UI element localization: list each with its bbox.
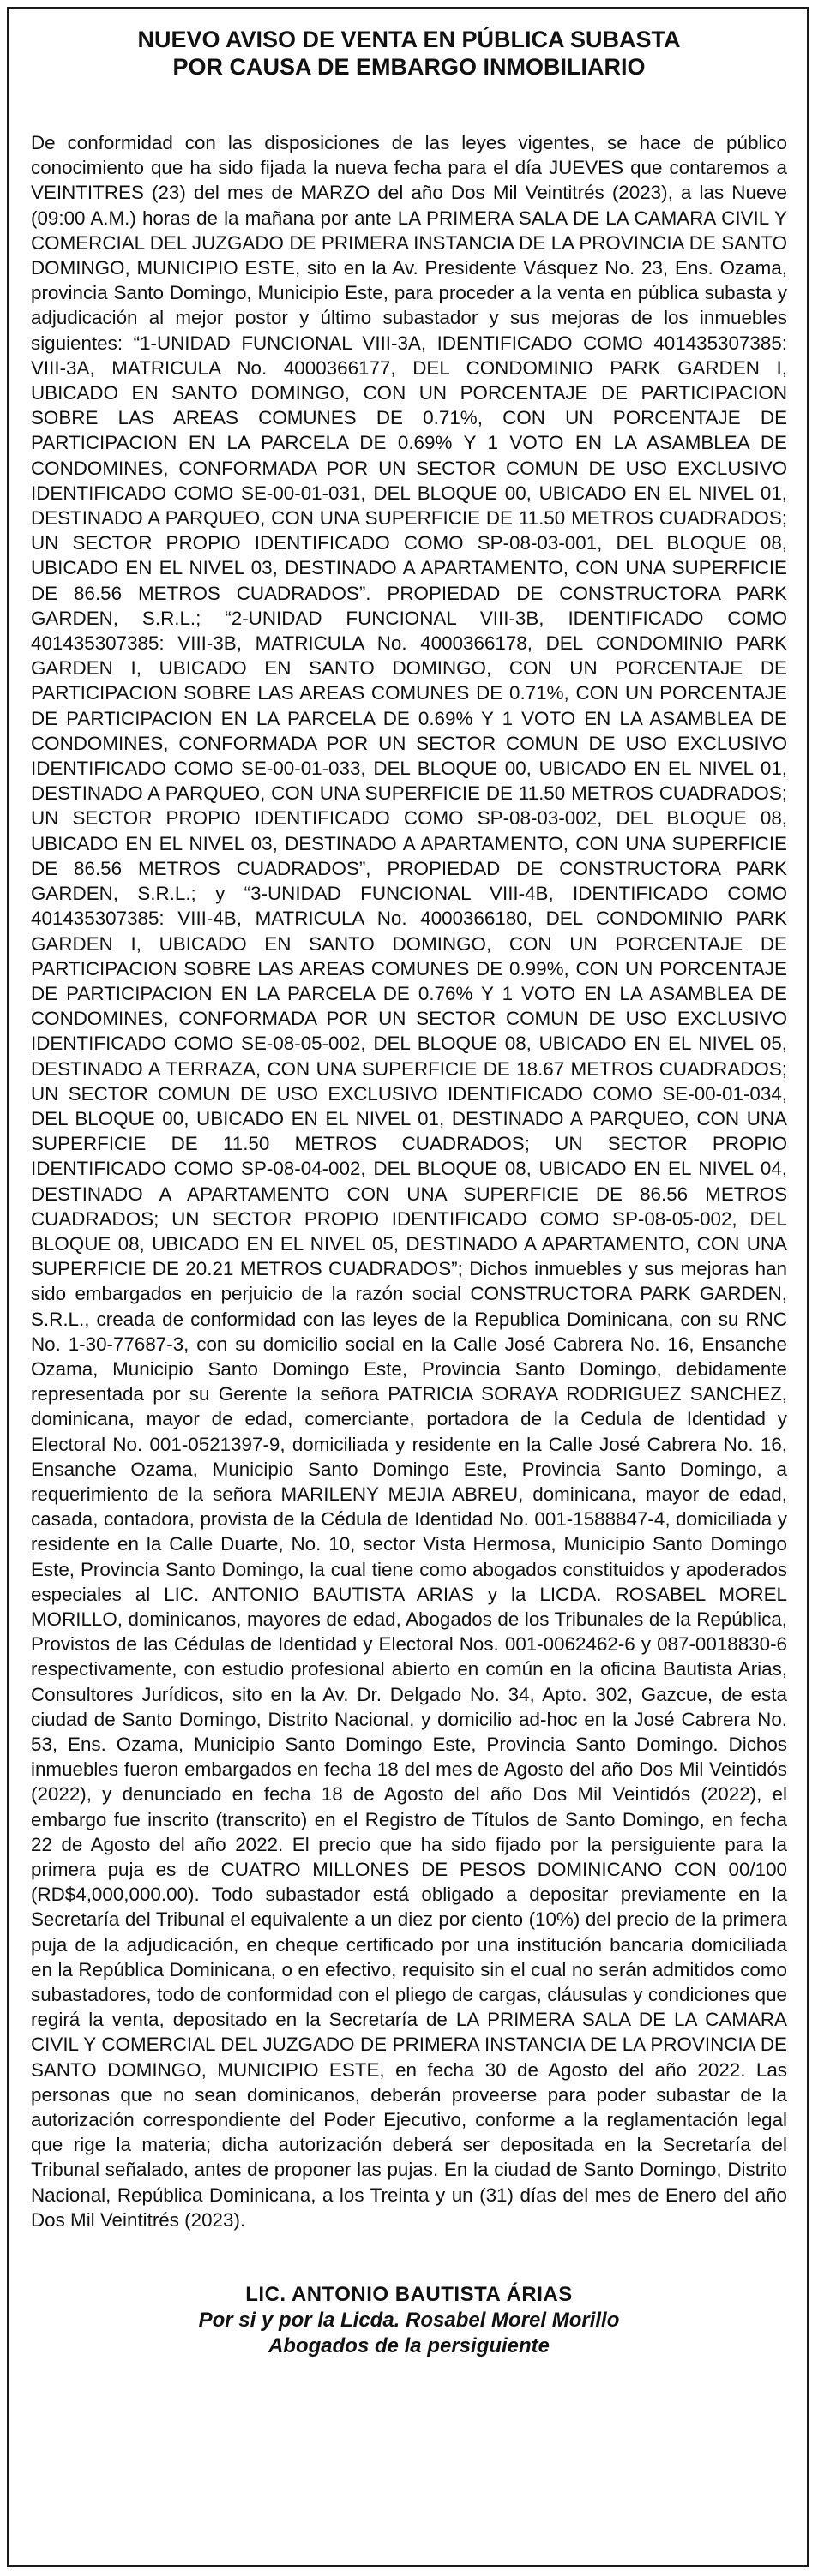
notice-body: De conformidad con las disposiciones de las leyes vigentes, se hace de público conocimiento que ha sido fijada la nueva fecha para el día JUEVES que contaremos a VEINTITRES (23) del mes de MARZO del año Dos Mil Veintitrés (2023), a las Nueve (09:00 A.M.) horas de la mañana por ante LA PRIMERA SALA DE LA CAMARA CIVIL Y COMERCIAL DEL JUZGADO DE PRIMERA INSTANCIA DE LA PROVINCIA DE SANTO DOMINGO, MUNICIPIO ESTE, sito en la Av. Presidente Vásquez No. 23, Ens. Ozama, provincia Santo Domingo, Municipio Este, para proceder a la venta en pública subasta y adjudicación al mejor postor y último subastador y sus mejoras de los inmuebles siguientes: “1-UNIDAD FUNCIONAL VIII-3A, IDENTIFICADO COMO 401435307385: VIII-3A, MATRICULA No. 4000366177, DEL CONDOMINIO PARK GARDEN I, UBICADO EN SANTO DOMINGO, CON UN PORCENTAJE DE PARTICIPACION SOBRE LAS AREAS COMUNES DE 0.71%, CON UN PORCENTAJE DE PARTICIPACION EN LA PARCELA DE 0.69% Y 1 VOTO EN LA ASAMBLEA DE CONDOMINES, CONFORMADA POR UN SECTOR COMUN DE USO EXCLUSIVO IDENTIFICADO COMO SE-00-01-031, DEL BLOQUE 00, UBICADO EN EL NIVEL 01, DESTINADO A PARQUEO, CON UNA SUPERFICIE DE 11.50 METROS CUADRADOS; UN SECTOR PROPIO IDENTIFICADO COMO SP-08-03-001, DEL BLOQUE 08, UBICADO EN EL NIVEL 03, DESTINADO A APARTAMENTO, CON UNA SUPERFICIE DE 86.56 METROS CUADRADOS”. PROPIEDAD DE CONSTRUCTORA PARK GARDEN, S.R.L.; “2-UNIDAD FUNCIONAL VIII-3B, IDENTIFICADO COMO 401435307385: VIII-3B, MATRICULA No. 4000366178, DEL CONDOMINIO PARK GARDEN I, UBICADO EN SANTO DOMINGO, CON UN PORCENTAJE DE PARTICIPACION SOBRE LAS AREAS COMUNES DE 0.71%, CON UN PORCENTAJE DE PARTICIPACION EN LA PARCELA DE 0.69% Y 1 VOTO EN LA ASAMBLEA DE CONDOMINES, CONFORMADA POR UN SECTOR COMUN DE USO EXCLUSIVO IDENTIFICADO COMO SE-00-01-033, DEL BLOQUE 00, UBICADO EN EL NIVEL 01, DESTINADO A PARQUEO, CON UNA SUPERFICIE DE 11.50 METROS CUADRADOS; UN SECTOR PROPIO IDENTIFICADO COMO SP-08-03-002, DEL BLOQUE 08, UBICADO EN EL NIVEL 03, DESTINADO A APARTAMENTO, CON UNA SUPERFICIE DE 86.56 METROS CUADRADOS”, PROPIEDAD DE CONSTRUCTORA PARK GARDEN, S.R.L.; y “3-UNIDAD FUNCIONAL VIII-4B, IDENTIFICADO COMO 401435307385: VIII-4B, MATRICULA No. 4000366180, DEL CONDOMINIO PARK GARDEN I, UBICADO EN SANTO DOMINGO, CON UN PORCENTAJE DE PARTICIPACION SOBRE LAS AREAS COMUNES DE 0.99%, CON UN PORCENTAJE DE PARTICIPACION EN LA PARCELA DE 0.76% Y 1 VOTO EN LA ASAMBLEA DE CONDOMINES, CONFORMADA POR UN SECTOR COMUN DE USO EXCLUSIVO IDENTIFICADO COMO SE-08-05-002, DEL BLOQUE 08, UBICADO EN EL NIVEL 05, DESTINADO A TERRAZA, CON UNA SUPERFICIE DE 18.67 METROS CUADRADOS; UN SECTOR COMUN DE USO EXCLUSIVO IDENTIFICADO COMO SE-00-01-034, DEL BLOQUE 00, UBICADO EN EL NIVEL 01, DESTINADO A PARQUEO, CON UNA SUPERFICIE DE 11.50 METROS CUADRADOS; UN SECTOR PROPIO IDENTIFICADO COMO SP-08-04-002, DEL BLOQUE 08, UBICADO EN EL NIVEL 04, DESTINADO A APARTAMENTO CON UNA SUPERFICIE DE 86.56 METROS CUADRADOS; UN SECTOR PROPIO IDENTIFICADO COMO SP-08-05-002, DEL BLOQUE 08, UBICADO EN EL NIVEL 05, DESTINADO A APARTAMENTO, CON UNA SUPERFICIE DE 20.21 METROS CUADRADOS”; Dichos inmuebles y sus mejoras han sido embargados en perjuicio de la razón social CONSTRUCTORA PARK GARDEN, S.R.L., creada de conformidad con las leyes de la Republica Dominicana, con su RNC No. 1-30-77687-3, con su domicilio social en la Calle José Cabrera No. 16, Ensanche Ozama, Municipio Santo Domingo Este, Provincia Santo Domingo, debidamente representada por su Gerente la señora PATRICIA SORAYA RODRIGUEZ SANCHEZ, dominicana, mayor de edad, comerciante, portadora de la Cedula de Identidad y Electoral No. 001-0521397-9, domiciliada y residente en la Calle José Cabrera No. 16, Ensanche Ozama, Municipio Santo Domingo Este, Provincia Santo Domingo, a requerimiento de la señora MARILENY MEJIA ABREU, dominicana, mayor de edad, casada, contadora, provista de la Cédula de Identidad No. 001-1588847-4, domiciliada y residente en la Calle Duarte, No. 10, sector Vista Hermosa, Municipio Santo Domingo Este, Provincia Santo Domingo, la cual tiene como abogados constituidos y apoderados especiales al LIC. ANTONIO BAUTISTA ARIAS y la LICDA. ROSABEL MOREL MORILLO, dominicanos, mayores de edad, Abogados de los Tribunales de la República, Provistos de las Cédulas de Identidad y Electoral Nos. 001-0062462-6 y 087-0018830-6 respectivamente, con estudio profesional abierto en común en la oficina Bautista Arias, Consultores Jurídicos, sito en la Av. Dr. Delgado No. 34, Apto. 302, Gazcue, de esta ciudad de Santo Domingo, Distrito Nacional, y domicilio ad-hoc en la José Cabrera No. 53, Ens. Ozama, Municipio Santo Domingo Este, Provincia Santo Domingo. Dichos inmuebles fueron embargados en fecha 18 del mes de Agosto del año Dos Mil Veintidós (2022), y denunciado en fecha 18 de Agosto del año Dos Mil Veintidós (2022), el embargo fue inscrito (transcrito) en el Registro de Títulos de Santo Domingo, en fecha 22 de Agosto del año 2022. El precio que ha sido fijado por la persiguiente para la primera puja es de CUATRO MILLONES DE PESOS DOMINICANO CON 00/100 (RD$4,000,000.00). Todo subastador está obligado a depositar previamente en la Secretaría del Tribunal el equivalente a un diez por ciento (10%) del precio de la primera puja de la adjudicación, en cheque certificado por una institución bancaria domiciliada en la República Dominicana, o en efectivo, requisito sin el cual no serán admitidos como subastadores, todo de conformidad con el pliego de cargas, cláusulas y condiciones que regirá la venta, depositado en la Secretaría de LA PRIMERA SALA DE LA CAMARA CIVIL Y COMERCIAL DEL JUZGADO DE PRIMERA INSTANCIA DE LA PROVINCIA DE SANTO DOMINGO, MUNICIPIO ESTE, en fecha 30 de Agosto del año 2022. Las personas que no sean dominicanos, deberán proveerse para poder subastar de la autorización correspondiente del Poder Ejecutivo, conforme a la reglamentación legal que rige la materia; dicha autorización deberá ser depositada en la Secretaría del Tribunal señalado, antes de proponer las pujas. En la ciudad de Santo Domingo, Distrito Nacional, República Dominicana, a los Treinta y un (31) días del mes de Enero del año Dos Mil Veintitrés (2023). xyxy=(31,132,787,2231)
signature-line3: Abogados de la persiguiente xyxy=(268,2334,550,2358)
legal-notice xyxy=(31,26,787,2359)
notice-title-line1: NUEVO AVISO DE VENTA EN PÚBLICA SUBASTA xyxy=(137,27,681,52)
signature-name: LIC. ANTONIO BAUTISTA ÁRIAS xyxy=(245,2283,573,2307)
notice-title xyxy=(31,26,787,81)
signature-block xyxy=(31,2282,787,2359)
notice-title-line2: POR CAUSA DE EMBARGO INMOBILIARIO xyxy=(172,54,646,80)
signature-line2: Por si y por la Licda. Rosabel Morel Morillo xyxy=(198,2309,620,2333)
